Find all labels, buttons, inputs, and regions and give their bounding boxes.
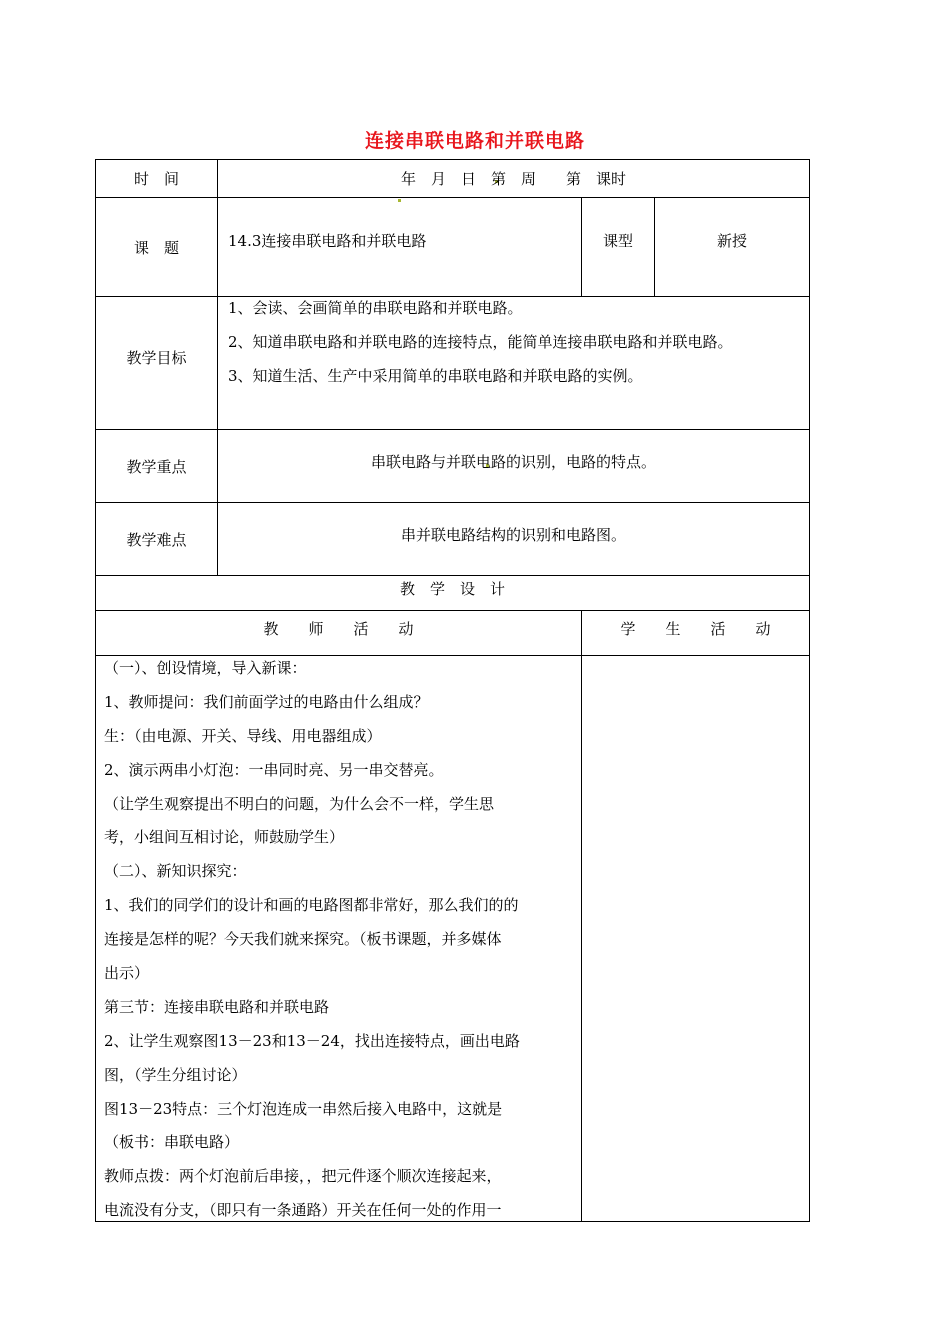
topic-label: 课 题 bbox=[133, 238, 179, 257]
teacher-line: 教师点拨：两个灯泡前后串接，，把元件逐个顺次连接起来， bbox=[104, 1167, 502, 1186]
difficulty-value: 串并联电路结构的识别和电路图。 bbox=[400, 525, 626, 544]
teacher-line: 2、让学生观察图13－23和13－24，找出连接特点，画出电路 bbox=[104, 1031, 520, 1050]
teacher-line: （让学生观察提出不明白的问题，为什么会不一样，学生思 bbox=[104, 794, 495, 813]
teacher-line: （一）、创设情境，导入新课： bbox=[104, 659, 307, 677]
teacher-line: 图13－23特点：三个灯泡连成一串然后接入电路中，这就是 bbox=[104, 1099, 503, 1118]
goal-item: 1、会读、会画简单的串联电路和并联电路。 bbox=[228, 299, 523, 317]
goal-item: 3、知道生活、生产中采用简单的串联电路和并联电路的实例。 bbox=[228, 367, 643, 385]
teacher-line: 电流没有分支，（即只有一条通路）开关在任何一处的作用一 bbox=[104, 1201, 502, 1220]
teacher-line: （二）、新知识探究： bbox=[104, 862, 247, 881]
teacher-line: 2、演示两串小灯泡：一串同时亮、另一串交替亮。 bbox=[104, 760, 444, 779]
teacher-line: 考，小组间互相讨论，师鼓励学生） bbox=[104, 828, 345, 847]
goals-list bbox=[228, 291, 808, 393]
teacher-activity-heading: 教 师 活 动 bbox=[263, 619, 414, 638]
teacher-line: 图，（学生分组讨论） bbox=[104, 1065, 247, 1084]
time-label: 时 间 bbox=[133, 170, 179, 188]
student-activity-heading: 学 生 活 动 bbox=[620, 619, 771, 638]
teacher-line: 1、我们的同学们的设计和画的电路图都非常好，那么我们的的 bbox=[104, 896, 519, 915]
goal-item: 2、知道串联电路和并联电路的连接特点，能简单连接串联电路和并联电路。 bbox=[228, 333, 733, 351]
goals-label: 教学目标 bbox=[126, 348, 187, 367]
lesson-type-value: 新授 bbox=[716, 231, 747, 250]
teacher-line: 第三节：连接串联电路和并联电路 bbox=[104, 997, 330, 1016]
lesson-type-label: 课型 bbox=[602, 231, 633, 250]
design-heading: 教 学 设 计 bbox=[399, 579, 505, 598]
key-point-label: 教学重点 bbox=[126, 457, 187, 476]
key-point-value: 串联电路与并联电路的识别，电路的特点。 bbox=[370, 452, 656, 471]
teacher-line: 出示） bbox=[104, 964, 150, 983]
teacher-line: （板书：串联电路） bbox=[104, 1133, 240, 1152]
teacher-line: 连接是怎样的呢？今天我们就来探究。（板书课题，并多媒体 bbox=[104, 930, 502, 949]
teacher-activity-content bbox=[104, 652, 580, 1228]
difficulty-label: 教学难点 bbox=[126, 530, 187, 549]
time-value: 年 月 日 第 周 第 课时 bbox=[400, 170, 626, 188]
page-title: 连接串联电路和并联电路 bbox=[364, 130, 585, 152]
teacher-line: 1、教师提问：我们前面学过的电路由什么组成？ bbox=[104, 692, 429, 711]
teacher-line: 生：（由电源、开关、导线、用电器组成） bbox=[104, 726, 382, 745]
topic-value: 14.3连接串联电路和并联电路 bbox=[228, 231, 427, 250]
